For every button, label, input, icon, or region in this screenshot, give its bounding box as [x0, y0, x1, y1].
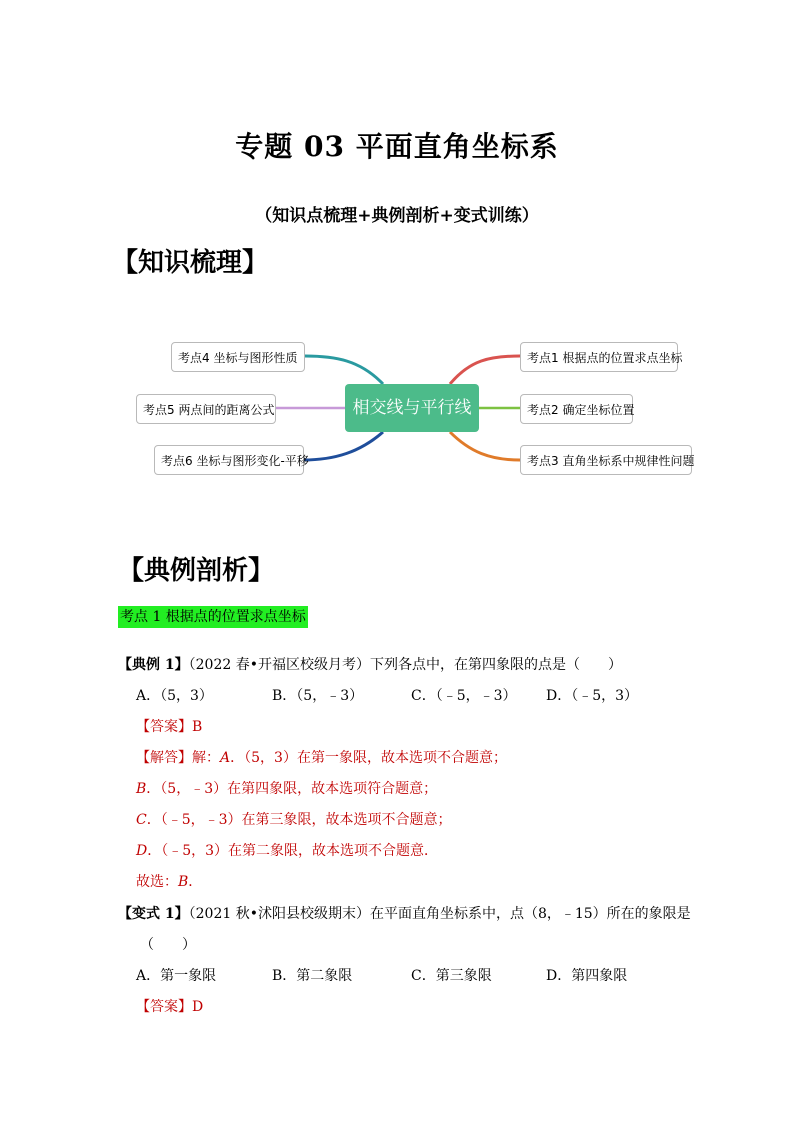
choose-letter: B — [178, 874, 189, 890]
mindmap-node-kaodian3: 考点3 直角坐标系中规律性问题 — [520, 445, 692, 475]
solution-lead: 解： — [192, 750, 220, 766]
mindmap-node-kaodian1: 考点1 根据点的位置求点坐标 — [520, 342, 678, 372]
mindmap-center-node: 相交线与平行线 — [345, 384, 479, 432]
solution-letter-d: D — [136, 843, 148, 859]
answer-value: B — [192, 719, 203, 735]
mindmap-node-kaodian6: 考点6 坐标与图形变化-平移 — [154, 445, 304, 475]
example-1-option-a: A．（5，3） — [136, 688, 213, 704]
choose-prefix: 故选： — [136, 874, 178, 890]
example-1-answer — [136, 717, 202, 737]
connector-left-1 — [305, 356, 383, 384]
variant-1-answer — [136, 997, 203, 1017]
variant-1-paren: （ ） — [140, 937, 196, 953]
page-subtitle: （知识点梳理+典例剖析+变式训练） — [255, 206, 539, 226]
section-heading-examples: 【典例剖析】 — [118, 556, 275, 586]
example-1-source: （2022 春•开福区校级月考）下列各点中，在第四象限的点是（ ） — [188, 657, 622, 673]
mindmap-connectors — [0, 0, 794, 560]
example-1-solution-line-b — [136, 779, 437, 799]
example-1-option-d: D．（﹣5，3） — [546, 688, 639, 704]
choose-suffix: ． — [188, 874, 203, 890]
variant-1-head: 【变式 1】 — [118, 906, 189, 922]
connector-left-3 — [303, 432, 383, 460]
section-heading-knowledge: 【知识梳理】 — [112, 248, 269, 278]
mindmap-node-kaodian4: 考点4 坐标与图形性质 — [171, 342, 305, 372]
variant-1-option-c: C．第三象限 — [411, 968, 492, 984]
connector-right-3 — [450, 432, 520, 460]
variant-1-option-a: A．第一象限 — [136, 968, 217, 984]
example-1-solution-line-d — [136, 841, 438, 861]
solution-text-b: ．（5，﹣3）在第四象限，故本选项符合题意； — [146, 781, 438, 797]
variant-1-option-d: D．第四象限 — [546, 968, 628, 984]
variant-1-option-b: B．第二象限 — [272, 968, 353, 984]
solution-letter-c: C — [136, 812, 147, 828]
example-1-solution-line-c — [136, 810, 452, 830]
example-1-option-b: B．（5，﹣3） — [272, 688, 364, 704]
solution-text-c: ．（﹣5，﹣3）在第三象限，故本选项不合题意； — [146, 812, 452, 828]
solution-letter-b: B — [136, 781, 147, 797]
variant-1-text: （2021 秋•沭阳县校级期末）在平面直角坐标系中，点（8，﹣15）所在的象限是 — [188, 906, 691, 922]
solution-tag: 【解答】 — [136, 750, 192, 766]
example-1-solution-line-a — [136, 748, 507, 768]
solution-letter-a: A — [220, 750, 231, 766]
variant-answer-tag: 【答案】 — [136, 999, 192, 1015]
kaodian-1-label: 考点 1 根据点的位置求点坐标 — [118, 606, 308, 628]
example-1-choose-line — [136, 872, 202, 892]
mindmap-node-kaodian5: 考点5 两点间的距离公式 — [136, 394, 276, 424]
example-1-head: 【典例 1】 — [118, 657, 189, 673]
mindmap-node-kaodian2: 考点2 确定坐标位置 — [520, 394, 633, 424]
answer-tag: 【答案】 — [136, 719, 192, 735]
solution-text-a: ．（5，3）在第一象限，故本选项不合题意； — [230, 750, 507, 766]
example-1-option-c: C．（﹣5，﹣3） — [411, 688, 517, 704]
connector-right-1 — [450, 356, 520, 384]
variant-1-question — [118, 904, 691, 924]
solution-text-d: ．（﹣5，3）在第二象限，故本选项不合题意． — [147, 843, 439, 859]
example-1-question — [118, 655, 622, 675]
page-title: 专题 03 平面直角坐标系 — [235, 130, 559, 163]
variant-answer-value: D — [192, 999, 204, 1015]
